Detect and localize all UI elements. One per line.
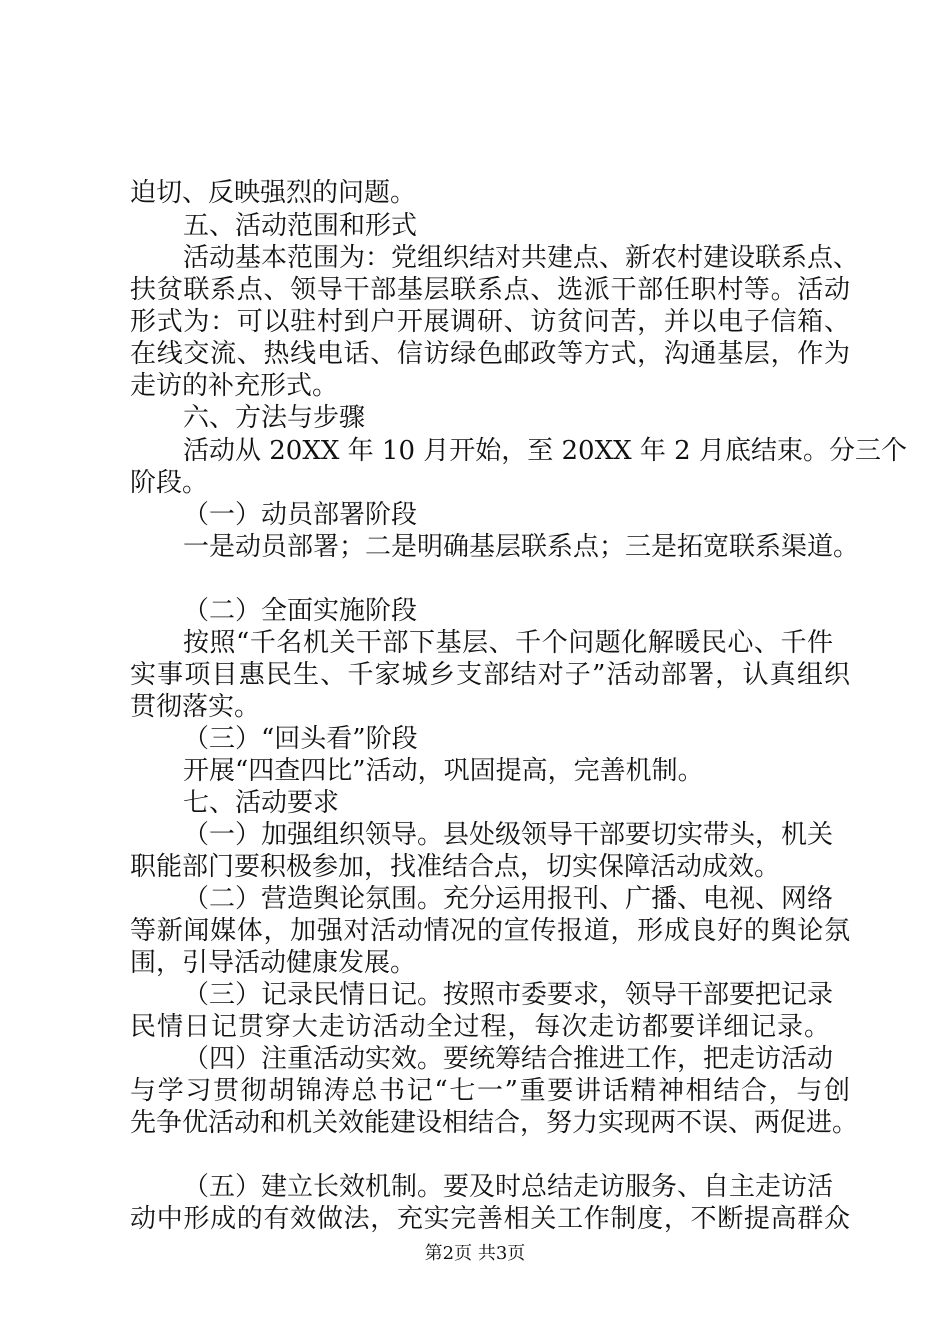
body-text-line: 实事项目惠民生、千家城乡支部结对子”活动部署，认真组织 (130, 660, 850, 690)
subsection-heading: （二）全面实施阶段 (183, 596, 418, 626)
body-text-line: 形式为：可以驻村到户开展调研、访贫问苦，并以电子信箱、 (130, 307, 850, 337)
body-text-line: 与学习贯彻胡锦涛总书记“七一”重要讲话精神相结合，与创 (130, 1076, 850, 1106)
page-footer: 第2页 共3页 (424, 1243, 526, 1264)
body-text-line: 动中形成的有效做法，充实完善相关工作制度，不断提高群众 (130, 1204, 850, 1234)
section-heading: 六、方法与步骤 (183, 403, 366, 433)
body-text-line: 活动基本范围为：党组织结对共建点、新农村建设联系点、 (183, 243, 860, 273)
section-heading: 五、活动范围和形式 (183, 211, 418, 241)
body-text-line: 等新闻媒体，加强对活动情况的宣传报道，形成良好的舆论氛 (130, 916, 850, 946)
body-text-line: （一）加强组织领导。县处级领导干部要切实带头，机关 (183, 820, 834, 850)
body-text-line: （二）营造舆论氛围。充分运用报刊、广播、电视、网络 (183, 884, 834, 914)
body-text-line: 活动从 20XX 年 10 月开始，至 20XX 年 2 月底结束。分三个 (183, 436, 907, 466)
body-text-line: 先争优活动和机关效能建设相结合，努力实现两不误、两促进。 (130, 1108, 859, 1138)
section-heading: 七、活动要求 (183, 788, 340, 818)
body-text-line: 在线交流、热线电话、信访绿色邮政等方式，沟通基层，作为 (130, 339, 850, 369)
body-text-line: 按照“千名机关干部下基层、千个问题化解暖民心、千件 (183, 628, 833, 658)
body-text-line: 民情日记贯穿大走访活动全过程，每次走访都要详细记录。 (130, 1012, 830, 1042)
body-text-line: 扶贫联系点、领导干部基层联系点、选派干部任职村等。活动 (130, 275, 850, 305)
subsection-heading: （一）动员部署阶段 (183, 500, 418, 530)
body-text-line: （五）建立长效机制。要及时总结走访服务、自主走访活 (183, 1172, 834, 1202)
subsection-heading: （三）“回头看”阶段 (183, 724, 418, 754)
body-text-line: 走访的补充形式。 (130, 371, 339, 401)
body-text-line: 开展“四查四比”活动，巩固提高，完善机制。 (183, 756, 704, 786)
body-text-line: 阶段。 (130, 468, 209, 498)
body-text-line: 围，引导活动健康发展。 (130, 948, 417, 978)
body-text-line: 贯彻落实。 (130, 692, 261, 722)
body-text-line: 职能部门要积极参加，找准结合点，切实保障活动成效。 (130, 852, 781, 882)
body-text-line: 迫切、反映强烈的问题。 (130, 178, 417, 208)
body-text-line: 一是动员部署；二是明确基层联系点；三是拓宽联系渠道。 (183, 532, 860, 562)
body-text-line: （四）注重活动实效。要统筹结合推进工作，把走访活动 (183, 1044, 834, 1074)
body-text-line: （三）记录民情日记。按照市委要求，领导干部要把记录 (183, 980, 834, 1010)
